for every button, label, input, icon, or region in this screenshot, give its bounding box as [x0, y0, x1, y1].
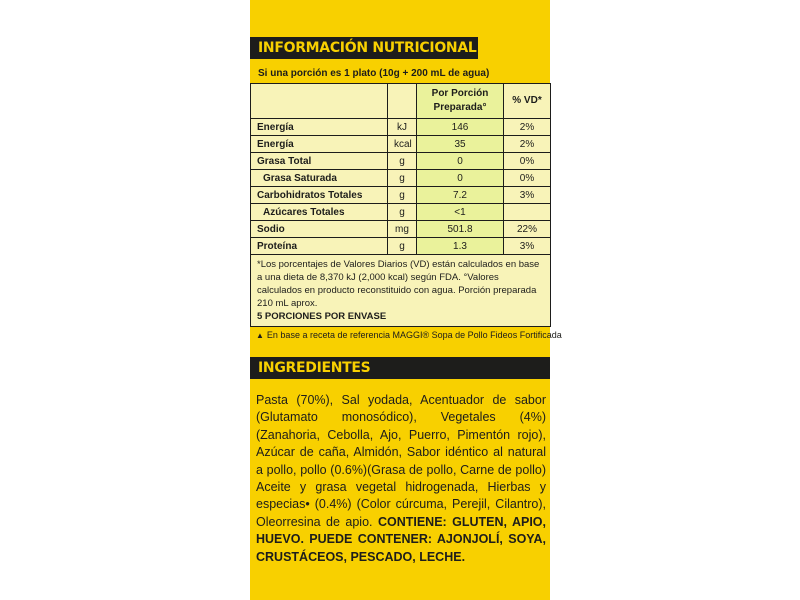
nutrient-dv: 2% — [504, 136, 551, 153]
nutrient-name: Azúcares Totales — [251, 204, 388, 221]
nutrient-value: 7.2 — [417, 187, 504, 204]
nutrient-value: <1 — [417, 204, 504, 221]
nutrient-name: Carbohidratos Totales — [251, 187, 388, 204]
portions-per-package: 5 PORCIONES POR ENVASE — [257, 311, 387, 322]
nutrient-unit: kcal — [388, 136, 417, 153]
reference-text: En base a receta de referencia MAGGI® Sopa de Pollo Fideos Fortificada — [266, 330, 562, 340]
triangle-up-icon: ▲ — [256, 331, 264, 340]
nutrient-dv: 3% — [504, 187, 551, 204]
nutrient-unit: kJ — [388, 119, 417, 136]
column-header — [388, 84, 417, 119]
nutrient-value: 501.8 — [417, 221, 504, 238]
table-row — [251, 170, 551, 187]
nutrient-unit: g — [388, 153, 417, 170]
column-header-dv: % VD* — [504, 84, 551, 119]
nutrient-dv: 22% — [504, 221, 551, 238]
label-panel — [250, 0, 562, 600]
allergen-statement: CONTIENE: GLUTEN, APIO, HUEVO. PUEDE CONTENER: AJONJOLÍ, SOYA, CRUSTÁCEOS, PESCADO, LECHE. — [256, 514, 546, 564]
nutrient-name: Energía — [251, 136, 388, 153]
column-header-per-portion: Por Porción Preparada° — [417, 84, 504, 119]
table-row — [251, 238, 551, 255]
table-row — [251, 136, 551, 153]
nutrient-name: Grasa Saturada — [251, 170, 388, 187]
serving-size: Si una porción es 1 plato (10g + 200 mL de agua) — [258, 68, 490, 79]
nutrient-name: Grasa Total — [251, 153, 388, 170]
nutrient-value: 146 — [417, 119, 504, 136]
nutrient-value: 0 — [417, 170, 504, 187]
table-row — [251, 153, 551, 170]
nutrient-unit: g — [388, 238, 417, 255]
nutrient-unit: g — [388, 170, 417, 187]
nutrient-name: Sodio — [251, 221, 388, 238]
table-footnote — [251, 255, 551, 327]
nutrient-value: 35 — [417, 136, 504, 153]
nutrient-value: 0 — [417, 153, 504, 170]
nutrient-dv: 3% — [504, 238, 551, 255]
nutrient-name: Proteína — [251, 238, 388, 255]
nutrient-name: Energía — [251, 119, 388, 136]
table-header-row — [251, 84, 551, 119]
table-row — [251, 119, 551, 136]
column-header — [251, 84, 388, 119]
table-row — [251, 204, 551, 221]
nutrient-dv: 0% — [504, 170, 551, 187]
table-footnote-row — [251, 255, 551, 327]
ingredients-header: INGREDIENTES — [250, 357, 550, 379]
nutrient-dv — [504, 204, 551, 221]
nutrition-table — [250, 83, 551, 327]
nutrient-unit: mg — [388, 221, 417, 238]
nutrient-dv: 0% — [504, 153, 551, 170]
table-row — [251, 187, 551, 204]
table-row — [251, 221, 551, 238]
nutrient-unit: g — [388, 204, 417, 221]
nutrient-unit: g — [388, 187, 417, 204]
footnote-text: *Los porcentajes de Valores Diarios (VD) están calculados en base a una dieta de 8,370 kJ (2,000 kcal) según FDA. °Valores calculados en producto reconstituido con agua. Porción preparada 210 mL aprox. — [257, 259, 540, 309]
ingredients-text: Pasta (70%), Sal yodada, Acentuador de sabor (Glutamato monosódico), Vegetales (4%) (Zanahoria, Cebolla, Ajo, Puerro, Pimentón rojo), Azúcar de caña, Almidón, Sabor idéntico al natural a pollo, pollo (0.6%)(Grasa de pollo, Carne de pollo) Aceite y grasa vegetal hidrogenada, Hierbas y especias• (0.4%) (Color cúrcuma, Perejil, Cilantro), Oleorresina de apio. — [256, 393, 546, 529]
ingredients-list — [256, 392, 546, 566]
nutrient-dv: 2% — [504, 119, 551, 136]
nutrient-value: 1.3 — [417, 238, 504, 255]
reference-note — [256, 330, 562, 340]
nutrition-header: INFORMACIÓN NUTRICIONAL — [250, 37, 478, 59]
